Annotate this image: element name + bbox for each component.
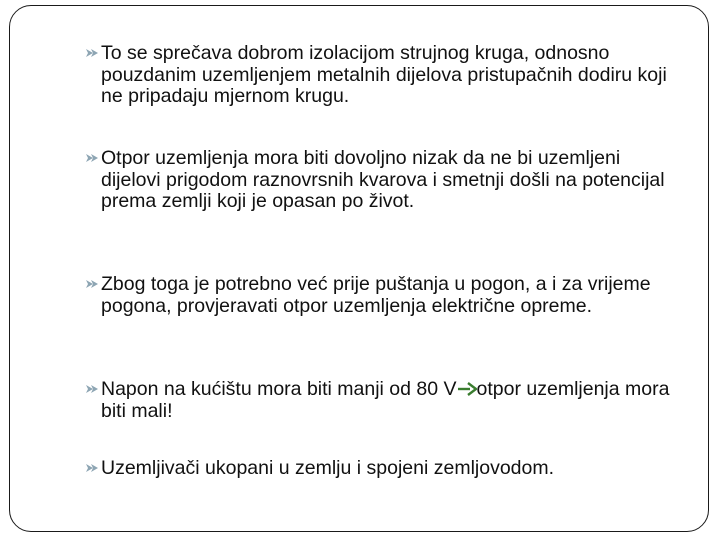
bullet-text: Zbog toga je potrebno već prije puštanja u pogon, a i za vrijeme pogona, provjeravati otpor uzemljenja električne opreme. [101,273,651,317]
bullet-item-isolation [84,43,684,108]
right-arrow-icon [457,381,477,397]
arrow-bullet-icon [84,461,100,475]
arrow-bullet-icon [84,382,100,396]
bullet-text-after-arrow: otpor uzemljenja mora biti mali! [101,378,670,422]
bullet-item-checking [84,274,684,317]
bullet-item-housing-voltage [84,379,684,422]
bullet-text: Otpor uzemljenja mora biti dovoljno nizak da ne bi uzemljeni dijelovi prigodom raznovrsnih kvarova i smetnji došli na potencijal prema zemlji koji je opasan po život. [101,147,665,212]
arrow-bullet-icon [84,277,100,291]
bullet-text-before-arrow: Napon na kućištu mora biti manji od 80 V [101,378,457,400]
arrow-bullet-icon [84,46,100,60]
bullet-item-grounding-resistance [84,148,684,213]
arrow-bullet-icon [84,151,100,165]
bullet-item-earth-electrodes [84,458,684,480]
bullet-text: To se sprečava dobrom izolacijom strujnog kruga, odnosno pouzdanim uzemljenjem metalnih dijelova pristupačnih dodiru koji ne pripadaju mjernom krugu. [101,42,667,107]
bullet-text: Uzemljivači ukopani u zemlju i spojeni zemljovodom. [101,457,555,479]
